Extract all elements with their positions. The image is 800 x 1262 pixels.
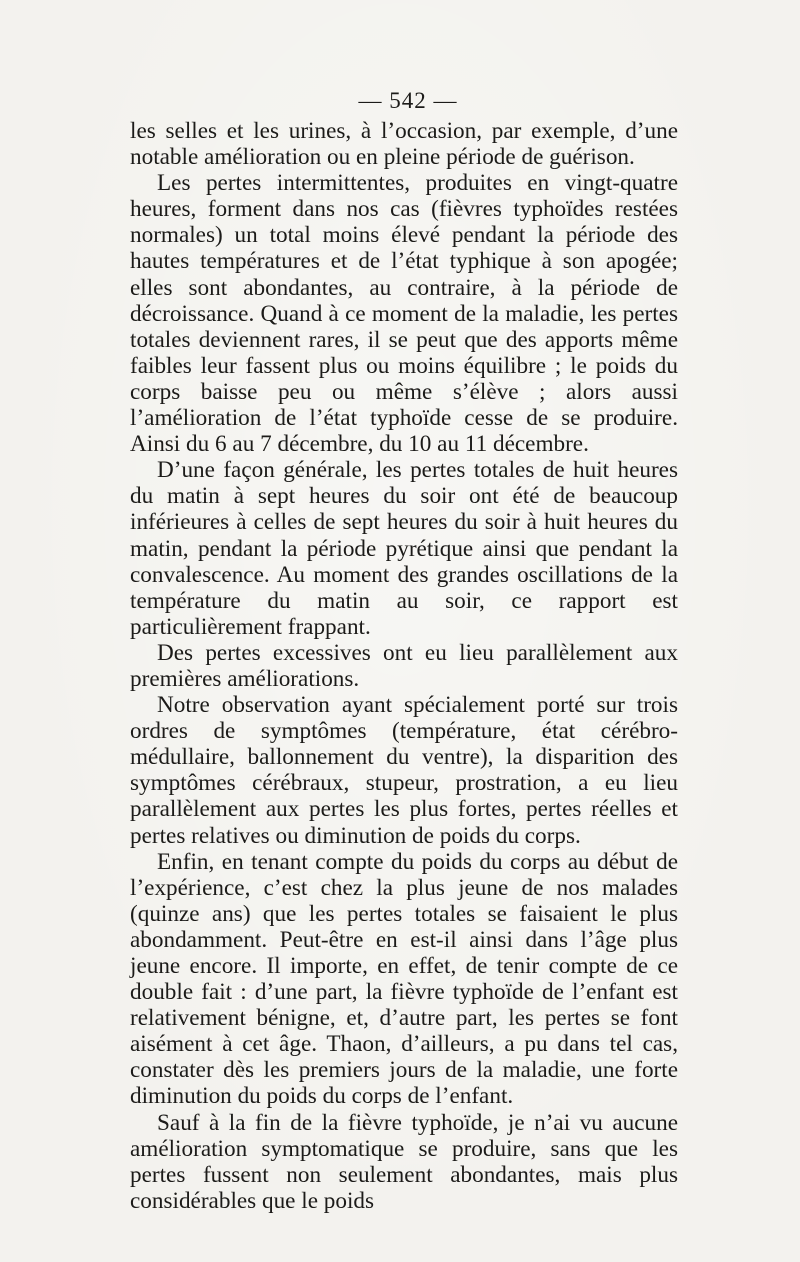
paragraph-6: Enfin, en tenant compte du poids du corps au début de l’expérience, c’est chez la plus jeune de nos malades (quinze ans) que les pertes totales se faisaient le plus abondamment. Peut-être en est-il ainsi dans l’âge plus jeune encore. Il importe, en effet, de tenir compte de ce double fait : d’une part, la fièvre typhoïde de l’enfant est relativement bénigne, et, d’autre part, les pertes se font aisément à cet âge. Thaon, d’ailleurs, a pu dans tel cas, constater dès les premiers jours de la maladie, une forte diminution du poids du corps de l’enfant.: [130, 848, 678, 1110]
paragraph-1: les selles et les urines, à l’occasion, par exemple, d’une notable amélioration ou en pleine période de guérison.: [130, 118, 678, 171]
paragraph-2: Les pertes intermittentes, produites en vingt-quatre heures, forment dans nos cas (fièvres typhoïdes restées normales) un total moins élevé pendant la période des hautes températures et de l’état typhique à son apogée; elles sont abondantes, au contraire, à la période de décroissance. Quand à ce moment de la maladie, les pertes totales deviennent rares, il se peut que des apports même faibles leur fassent plus ou moins équilibre ; le poids du corps baisse peu ou même s’élève ; alors aussi l’amélioration de l’état typhoïde cesse de se produire. Ainsi du 6 au 7 décembre, du 10 au 11 décembre.: [130, 170, 678, 458]
paragraph-5: Notre observation ayant spécialement porté sur trois ordres de symptômes (température, état cérébro-médullaire, ballonnement du ventre), la disparition des symptômes cérébraux, stupeur, prostration, a eu lieu parallèlement aux pertes les plus fortes, pertes réelles et pertes relatives ou diminution de poids du corps.: [130, 692, 678, 849]
paragraph-3: D’une façon générale, les pertes totales de huit heures du matin à sept heures du soir ont été de beaucoup inférieures à celles de sept heures du soir à huit heures du matin, pendant la période pyrétique ainsi que pendant la convalescence. Au moment des grandes oscillations de la température du matin au soir, ce rapport est particulièrement frappant.: [130, 457, 678, 640]
body-text: [130, 118, 678, 1214]
page-number: — 542 —: [358, 88, 458, 113]
paragraph-4: Des pertes excessives ont eu lieu parallèlement aux premières améliorations.: [130, 639, 678, 692]
paragraph-7: Sauf à la fin de la fièvre typhoïde, je n’ai vu aucune amélioration symptomatique se produire, sans que les pertes fussent non seulement abondantes, mais plus considérables que le poids: [130, 1109, 678, 1214]
